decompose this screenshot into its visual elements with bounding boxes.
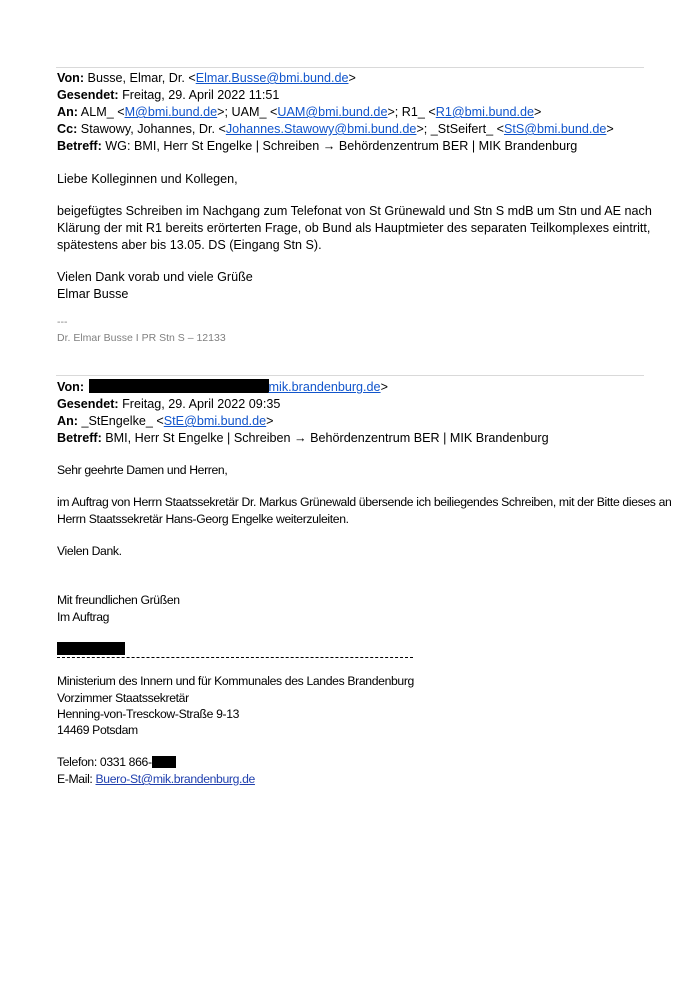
- org-city: 14469 Potsdam: [57, 723, 138, 737]
- email1-cc-line: Cc: Stawowy, Johannes, Dr. <Johannes.Stawowy@bmi.bund.de>; _StSeifert_ <StS@bmi.bund.de>: [57, 122, 614, 136]
- to-email-link-alm[interactable]: M@bmi.bund.de: [124, 105, 218, 119]
- email1-to-line: An: ALM_ <M@bmi.bund.de>; UAM_ <UAM@bmi.bund.de>; R1_ <R1@bmi.bund.de>: [57, 105, 542, 119]
- sent-label: Gesendet:: [57, 397, 119, 411]
- email1-closing-name: Elmar Busse: [57, 287, 129, 301]
- cc-email-link-stawowy[interactable]: Johannes.Stawowy@bmi.bund.de: [225, 122, 417, 136]
- subject-value: WG: BMI, Herr St Engelke | Schreiben → Behördenzentrum BER | MIK Brandenburg: [105, 139, 578, 153]
- email2-subject-line: [57, 430, 549, 447]
- to-email-link-ste[interactable]: StE@bmi.bund.de: [163, 414, 267, 428]
- org-name: Ministerium des Innern und für Kommunales des Landes Brandenburg: [57, 674, 414, 688]
- subject-label: Betreff:: [57, 431, 102, 445]
- email2-regards-auftrag: Im Auftrag: [57, 610, 110, 624]
- email2-body-line2: Herrn Staatssekretär Hans-Georg Engelke weiterzuleiten.: [57, 512, 349, 526]
- redaction-bar: [89, 379, 269, 393]
- subject-label: Betreff:: [57, 139, 102, 153]
- phone-number: Telefon: 0331 866-: [57, 755, 152, 769]
- email2-from-line: Von: mik.brandenburg.de>: [57, 380, 388, 394]
- email1-body-line2: Klärung der mit R1 bereits erörterten Frage, ob Bund als Hauptmieter des separaten Teilkomplexes eintritt,: [57, 221, 651, 235]
- from-email-link[interactable]: mik.brandenburg.de: [268, 380, 381, 394]
- email2-regards: Mit freundlichen Grüßen: [57, 593, 180, 607]
- email1-sent-line: [57, 87, 279, 104]
- email2-sent-line: [57, 396, 280, 413]
- email1-closing: Vielen Dank vorab und viele Grüße: [57, 270, 253, 284]
- email2-thanks: Vielen Dank.: [57, 544, 122, 558]
- sent-value: Freitag, 29. April 2022 11:51: [122, 88, 280, 102]
- from-label: Von:: [57, 380, 85, 394]
- email1-from-line: Von: Busse, Elmar, Dr. <Elmar.Busse@bmi.bund.de>: [57, 71, 356, 85]
- header-separator-top: [56, 67, 644, 68]
- from-name: Busse, Elmar, Dr. <: [87, 71, 196, 85]
- email-label: E-Mail:: [57, 772, 96, 786]
- signature-divider: [57, 657, 413, 658]
- org-department: Vorzimmer Staatssekretär: [57, 691, 189, 705]
- header-separator-forwarded: [56, 375, 644, 376]
- cc-label: Cc:: [57, 122, 78, 136]
- to-label: An:: [57, 414, 78, 428]
- phone-line: [57, 754, 176, 771]
- redacted-extension: [152, 756, 176, 768]
- org-street: Henning-von-Tresckow-Straße 9-13: [57, 707, 240, 721]
- from-email-link[interactable]: Elmar.Busse@bmi.bund.de: [195, 71, 349, 85]
- signature-line: Dr. Elmar Busse I PR Stn S – 12133: [57, 332, 226, 344]
- subject-value: BMI, Herr St Engelke | Schreiben → Behördenzentrum BER | MIK Brandenburg: [105, 431, 549, 445]
- sent-label: Gesendet:: [57, 88, 119, 102]
- sent-value: Freitag, 29. April 2022 09:35: [122, 397, 281, 411]
- office-email-link[interactable]: Buero-St@mik.brandenburg.de: [95, 772, 255, 786]
- to-email-link-uam[interactable]: UAM@bmi.bund.de: [277, 105, 388, 119]
- to-label: An:: [57, 105, 78, 119]
- email2-greeting: Sehr geehrte Damen und Herren,: [57, 463, 228, 477]
- email1-body-line1: beigefügtes Schreiben im Nachgang zum Telefonat von St Grünewald und Stn S mdB um Stn und AE nach: [57, 204, 652, 218]
- email-line: [57, 771, 255, 788]
- redacted-signer-name: [57, 642, 125, 655]
- cc-email-link-sts[interactable]: StS@bmi.bund.de: [503, 122, 607, 136]
- email1-subject-line: [57, 138, 577, 155]
- from-label: Von:: [57, 71, 85, 85]
- email2-body-line1: im Auftrag von Herrn Staatssekretär Dr. Markus Grünewald übersende ich beiliegendes Schreiben, mit der Bitte dieses an: [57, 495, 672, 509]
- email1-body-line3: spätestens aber bis 13.05. DS (Eingang Stn S).: [57, 238, 322, 252]
- email2-to-line: An: _StEngelke_ <StE@bmi.bund.de>: [57, 414, 274, 428]
- to-email-link-r1[interactable]: R1@bmi.bund.de: [435, 105, 534, 119]
- signature-separator: ---: [57, 316, 68, 328]
- email1-greeting: Liebe Kolleginnen und Kollegen,: [57, 172, 238, 186]
